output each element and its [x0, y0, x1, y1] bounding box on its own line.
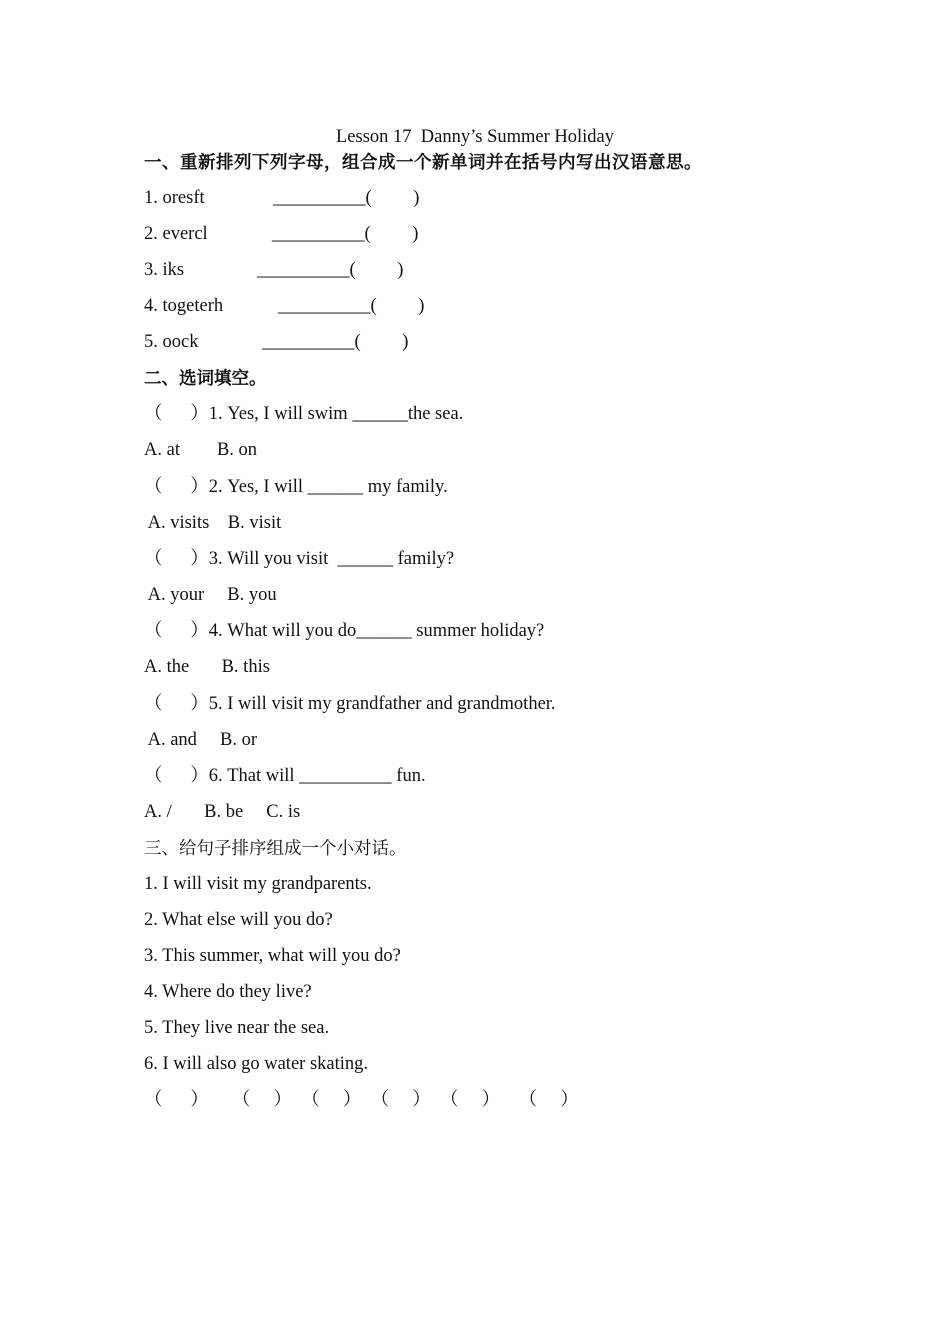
choice-question-1[interactable]: （ ）1. Yes, I will swim ______the sea. — [144, 404, 464, 424]
dialogue-sentence-4: 4. Where do they live? — [144, 982, 312, 1002]
section2-heading: 二、选词填空。 — [144, 369, 267, 389]
order-answer-blanks[interactable]: （ ） （ ） （ ） （ ） （ ） （ ） — [144, 1090, 579, 1110]
unscramble-word-5: 5. oock — [144, 332, 199, 352]
unscramble-blank-3[interactable]: __________( ) — [257, 260, 404, 280]
choice-question-4[interactable]: （ ）4. What will you do______ summer holiday? — [144, 621, 545, 641]
unscramble-word-2: 2. evercl — [144, 224, 208, 244]
dialogue-sentence-2: 2. What else will you do? — [144, 910, 333, 930]
choice-options-3: A. your B. you — [144, 585, 277, 605]
unscramble-blank-1[interactable]: __________( ) — [273, 188, 420, 208]
dialogue-sentence-5: 5. They live near the sea. — [144, 1018, 330, 1038]
choice-options-6: A. / B. be C. is — [144, 802, 301, 822]
dialogue-sentence-3: 3. This summer, what will you do? — [144, 946, 401, 966]
section1-heading: 一、重新排列下列字母，组合成一个新单词并在括号内写出汉语意思。 — [144, 153, 702, 173]
dialogue-sentence-6: 6. I will also go water skating. — [144, 1054, 369, 1074]
unscramble-blank-5[interactable]: __________( ) — [262, 332, 409, 352]
unscramble-blank-4[interactable]: __________( ) — [278, 296, 425, 316]
unscramble-blank-2[interactable]: __________( ) — [272, 224, 419, 244]
choice-question-2[interactable]: （ ）2. Yes, I will ______ my family. — [144, 477, 448, 497]
unscramble-word-3: 3. iks — [144, 260, 185, 280]
page-title: Lesson 17 Danny’s Summer Holiday — [336, 127, 614, 147]
choice-question-3[interactable]: （ ）3. Will you visit ______ family? — [144, 549, 455, 569]
choice-options-1: A. at B. on — [144, 440, 258, 460]
section3-heading: 三、给句子排序组成一个小对话。 — [144, 839, 407, 859]
choice-options-2: A. visits B. visit — [144, 513, 282, 533]
choice-options-4: A. the B. this — [144, 657, 270, 677]
unscramble-word-1: 1. oresft — [144, 188, 205, 208]
choice-question-6[interactable]: （ ）6. That will __________ fun. — [144, 766, 426, 786]
choice-options-5: A. and B. or — [144, 730, 258, 750]
dialogue-sentence-1: 1. I will visit my grandparents. — [144, 874, 372, 894]
unscramble-word-4: 4. togeterh — [144, 296, 224, 316]
choice-question-5[interactable]: （ ）5. I will visit my grandfather and grandmother. — [144, 694, 556, 714]
